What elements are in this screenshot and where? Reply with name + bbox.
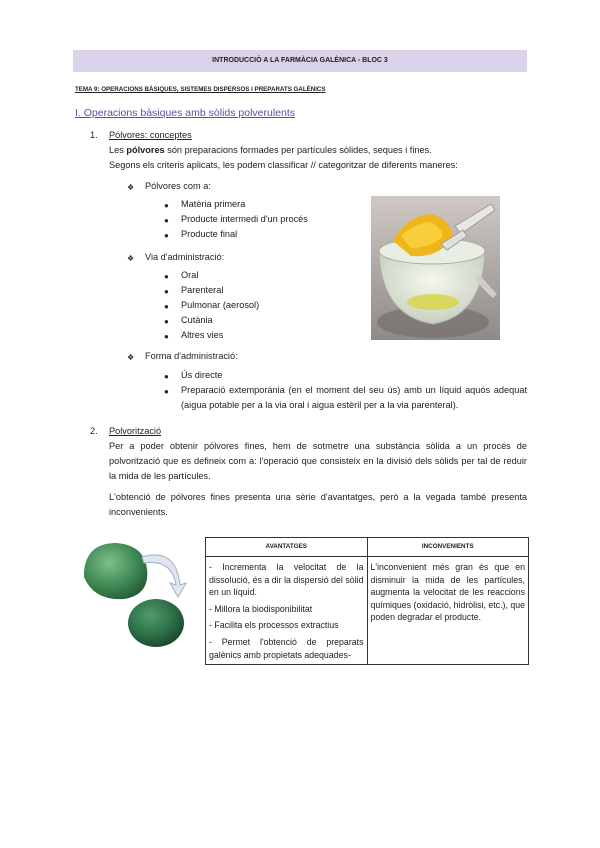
diamond-bullet-icon: ❖	[127, 254, 135, 263]
advantage-item: - Permet l'obtenció de preparats galènics amb propietats adequades-	[209, 636, 364, 660]
bullet-dot-icon: ●	[164, 372, 169, 381]
bullet-dot-icon: ●	[164, 387, 169, 396]
advantages-table	[205, 537, 529, 665]
powders-definition: Les pólvores són preparacions formades per partícules sòlides, seques i fines.	[109, 145, 432, 155]
advantages-intro: L'obtenció de pólvores fines presenta una sèrie d'avantatges, però a la vegada també presenta inconvenients.	[109, 492, 527, 517]
group-label: Via d'administració:	[145, 252, 225, 262]
list-item: Altres vies	[181, 330, 224, 340]
bullet-dot-icon: ●	[164, 231, 169, 240]
bullet-dot-icon: ●	[164, 272, 169, 281]
advantages-cell	[206, 557, 368, 665]
list-item: Producte intermedi d'un procés	[181, 214, 308, 224]
list-item: Pulmonar (aerosol)	[181, 300, 260, 310]
bullet-dot-icon: ●	[164, 287, 169, 296]
bullet-dot-icon: ●	[164, 216, 169, 225]
section-2-heading: Polvorització	[109, 426, 162, 436]
topic-title: TEMA 9: OPERACIONS BÀSIQUES, SISTEMES DISPERSOS I PREPARATS GALÈNICS	[75, 86, 326, 93]
list-item: Preparació extemporània (en el moment del seu ús) amb un líquid aquós adequat (aigua potable per a la via oral i aigua estèril per a la via parenteral).	[181, 385, 527, 410]
group-label: Pólvores com a:	[145, 181, 211, 191]
mortar-photo	[371, 196, 500, 340]
powder-reduction-illustration	[84, 537, 194, 649]
advantage-item: - Millora la biodisponibilitat	[209, 603, 313, 614]
pulverization-definition: Per a poder obtenir pólvores fines, hem de sotmetre una substància sòlida a un procés de polvorització que es defineix com a: l'operació que consisteix en la divisió dels sòlids per tal de reduir la mida de les partícules.	[109, 441, 527, 481]
list-item: Parenteral	[181, 285, 224, 295]
diamond-bullet-icon: ❖	[127, 183, 135, 192]
bullet-dot-icon: ●	[164, 302, 169, 311]
diamond-bullet-icon: ❖	[127, 353, 135, 362]
advantages-header: AVANTATGES	[206, 538, 368, 557]
section-1-heading: Pólvores: conceptes	[109, 130, 192, 140]
disadvantage-item: L'inconvenient més gran és que en disminuir la mida de les partícules, augmenta la velocitat de les reaccions químiques (oxidació, hidròlisi, etc.), que poden degradar el producte.	[370, 562, 526, 623]
bullet-dot-icon: ●	[164, 317, 169, 326]
bullet-dot-icon: ●	[164, 332, 169, 341]
list-item: Matèria primera	[181, 199, 246, 209]
list-item: Ús directe	[181, 370, 223, 380]
advantage-item: - Facilita els processos extractius	[209, 620, 339, 631]
list-item: Producte final	[181, 229, 238, 239]
disadvantages-cell	[367, 557, 529, 665]
list-item: Cutània	[181, 315, 213, 325]
section-2-number: 2.	[90, 426, 98, 436]
document-header: INTRODUCCIÓ A LA FARMÀCIA GALÈNICA - BLOC 3	[73, 50, 527, 72]
list-item: Oral	[181, 270, 199, 280]
bullet-dot-icon: ●	[164, 201, 169, 210]
classification-intro: Segons els criteris aplicats, les podem classificar // categoritzar de diferents maneres:	[109, 160, 458, 170]
section-1-number: 1.	[90, 130, 98, 140]
group-label: Forma d'administració:	[145, 351, 238, 361]
advantage-item: - Incrementa la velocitat de la dissolució, és a dir la dispersió del sòlid en un líquid.	[209, 562, 364, 598]
disadvantages-header: INCONVENIENTS	[367, 538, 529, 557]
section-title: I. Operacions bàsiques amb sòlids polverulents	[75, 107, 296, 119]
